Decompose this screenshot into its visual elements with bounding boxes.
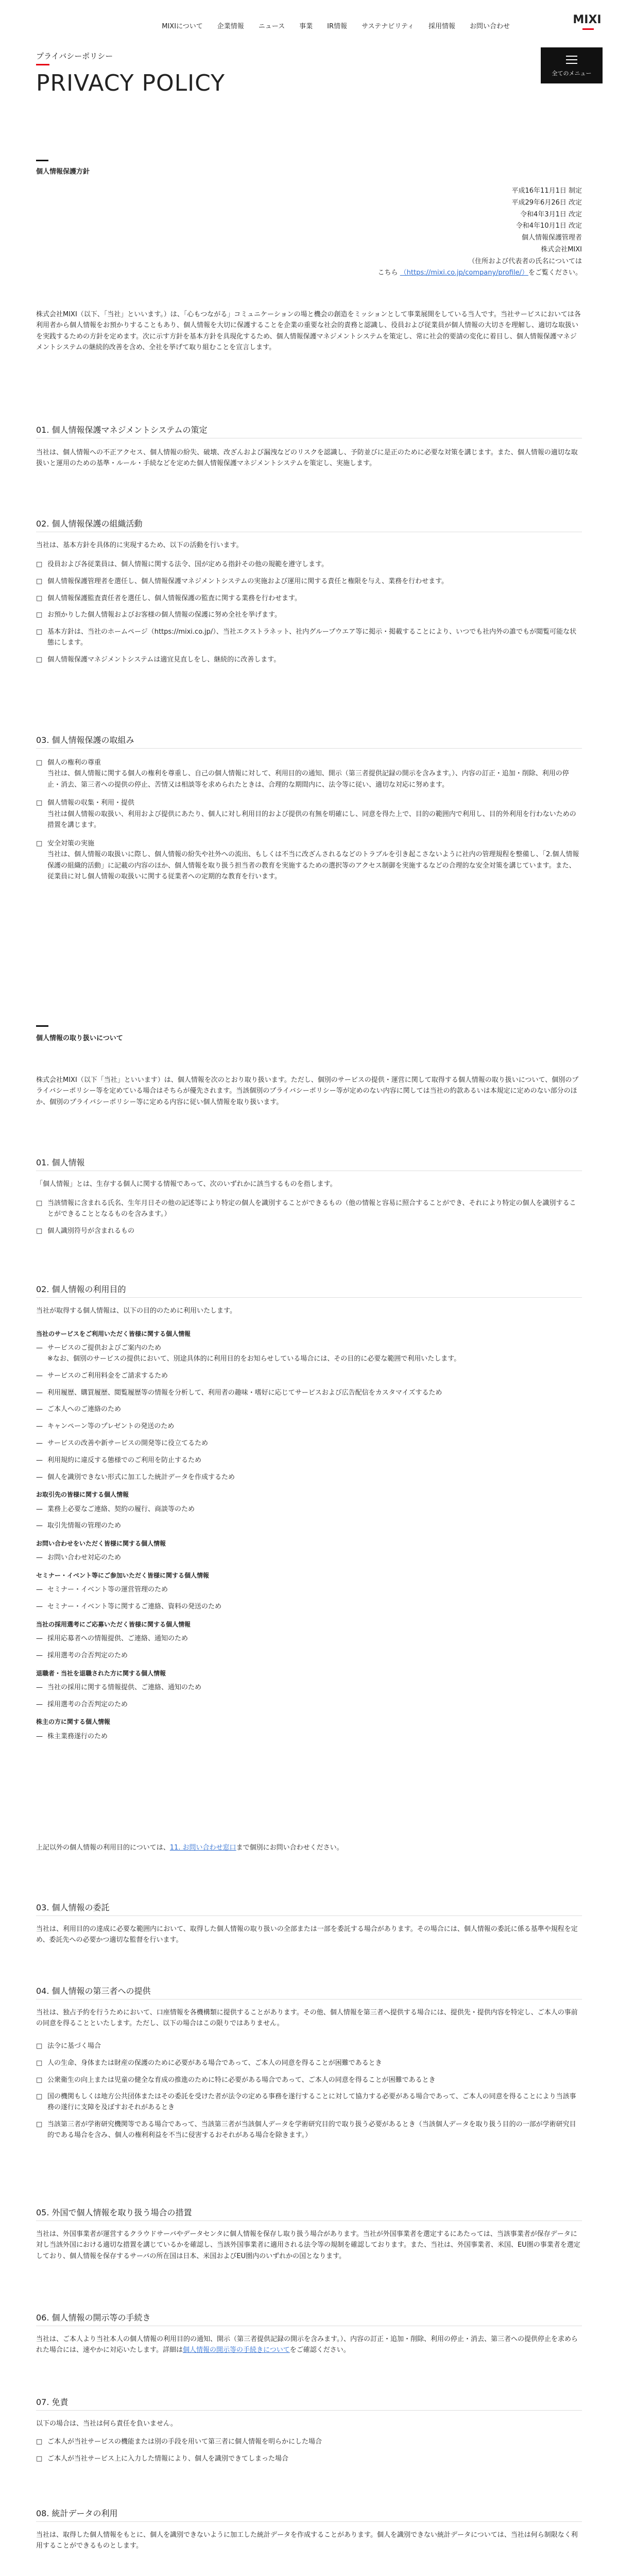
site-header [0, 0, 618, 31]
overseas-body: 当社は、外国事業者が運営するクラウドサーバやデータセンタに個人情報を保存し取り扱う場合があります。当社が外国事業者を選定するにあたっては、当該事業者が保存データに対し当該外国における適切な措置を講じているかを確認し、当該外国事業者に適用される法令等の規制を確認しております。また、当社は、外国事業者、米国、EU圏の事業者を選定しており、個人情報を保存するサーバの所在国は日本、米国およびEU圏内のいずれかの国となります。 [36, 2230, 580, 2260]
nav-item-recruit[interactable]: 採用情報 [428, 23, 455, 30]
list-item: — 利用規約に違反する態様でのご利用を防止するため [36, 1455, 582, 1466]
effort-title: □ 安全対策の実施 [36, 838, 582, 849]
meta-line: 平成16年11月1日 制定 [511, 187, 582, 195]
nav-item-company[interactable]: 企業情報 [217, 23, 244, 30]
org-activity-lead: 当社は、基本方針を具体的に実現するため、以下の活動を行います。 [36, 541, 243, 549]
disclaimer-lead: 以下の場合は、当社は何ら責任を負いません。 [36, 2420, 177, 2428]
list-item: — キャンペーン等のプレゼントの発送のため [36, 1421, 582, 1432]
purpose-lead: 当社が取得する個人情報は、以下の目的のために利用いたします。 [36, 1307, 236, 1315]
heading-efforts: 03. 個人情報保護の取組み [36, 735, 134, 745]
global-nav [162, 21, 510, 30]
nav-item-business[interactable]: 事業 [299, 23, 313, 30]
group-list [36, 1732, 582, 1742]
body-text: 当社は、ご本人より当社本人の個人情報の利用目的の通知、開示（第三者提供記録の開示を含みます。）、内容の訂正・追加・削除、利用の停止・消去、第三者への提供停止を求められた場合には、速やかに対応いたします。詳細は [36, 2335, 578, 2354]
divider [36, 748, 582, 749]
efforts-list [36, 757, 582, 889]
list-item: □ 役員および各従業員は、個人情報に関する法令、国が定める指針その他の規範を遵守します。 [36, 560, 582, 570]
list-item: □ 当該情報に含まれる氏名、生年月日その他の記述等により特定の個人を識別することができるもの（他の情報と容易に照合することができ、それにより特定の個人を識別することができることとなるものを含みます。） [36, 1198, 582, 1220]
meta-line: 株式会社MIXI [541, 245, 582, 253]
group-title: 株主の方に関する個人情報 [36, 1718, 111, 1726]
org-activity-list [36, 560, 582, 672]
list-item: — サービスの改善や新サービスの開発等に役立てるため [36, 1438, 582, 1449]
heading-third-party: 04. 個人情報の第三者への提供 [36, 1986, 151, 1996]
page-title: PRIVACY POLICY [36, 70, 225, 96]
heading-org-activity: 02. 個人情報保護の組織活動 [36, 519, 143, 529]
third-party-list [36, 2041, 582, 2147]
group-title: セミナー・イベント等にご参加いただく皆様に関する個人情報 [36, 1572, 210, 1580]
list-item: □ お預かりした個人情報およびお客様の個人情報の保護に努め全社を挙げます。 [36, 610, 582, 621]
group-title: 当社のサービスをご利用いただく皆様に関する個人情報 [36, 1330, 191, 1337]
heading-disclaimer: 07. 免責 [36, 2397, 68, 2407]
group-title: 退職者・当社を退職された方に関する個人情報 [36, 1669, 166, 1677]
list-item: □ 個人識別符号が含まれるもの [36, 1226, 582, 1237]
list-item: □ 個人情報保護監査責任者を選任し、個人情報保護の監査に関する業務を行わせます。 [36, 594, 582, 604]
list-item: □ 国の機関もしくは地方公共団体またはその委託を受けた者が法令の定める事務を遂行することに対して協力する必要がある場合であって、ご本人の同意を得ることにより当該事務の遂行に支障を及ぼすおそれがあるとき [36, 2092, 582, 2113]
heading-entrust: 03. 個人情報の委託 [36, 1903, 110, 1912]
policy-intro: 株式会社MIXI（以下、「当社」といいます。）は、「心もつながる」コミュニケーションの場と機会の創造をミッションとして事業展開をしている当人です。当社サービスにおいては各利用者から個人情報をお預かりすることもあり、個人情報を大切に保護することを企業の重要な社会的責務と認識し、役員および従業員が個人情報の大切さを理解し、適切な取扱いを実践するための方針を定めます。次に示す方針を基本方針を具現化するため、個人情報保護マネジメントシステムを策定し、常に社会的要請の変化に着目し、個人情報保護マネジメントシステムの継続的改善を含め、全社を挙げて取り組むことを宣言します。 [36, 311, 581, 352]
meta-text: をご覧ください。 [528, 269, 582, 277]
policy-meta [378, 185, 582, 279]
purpose-footer [36, 1842, 582, 1853]
list-item: — セミナー・イベント等に関するご連絡、資料の発送のため [36, 1602, 582, 1613]
heading-overseas: 05. 外国で個人情報を取り扱う場合の措置 [36, 2208, 192, 2217]
disclaimer-list [36, 2437, 582, 2471]
subtitle-accent [36, 64, 49, 65]
meta-line: 平成29年6月26日 改定 [511, 198, 582, 207]
list-item: — お問い合わせ対応のため [36, 1553, 582, 1564]
list-item: — 個人を識別できない形式に加工した統計データを作成するため [36, 1472, 582, 1483]
body-text: をご確認ください。 [289, 2346, 350, 2354]
list-item: □ 人の生命、身体または財産の保護のために必要がある場合であって、ご本人の同意を得ることが困難であるとき [36, 2058, 582, 2069]
list-item: □ ご本人が当社サービスの機能または別の手段を用いて第三者に個人情報を明らかにした場合 [36, 2437, 582, 2448]
company-profile-link[interactable]: （https://mixi.co.jp/company/profile/） [400, 269, 528, 277]
section-heading-policy: 個人情報保護方針 [36, 168, 90, 176]
mixi-logo[interactable]: MIXI [573, 13, 602, 26]
pms-body: 当社は、個人情報への不正アクセス、個人情報の紛失、破壊、改ざんおよび漏洩などのリスクを認識し、予防並びに是正のために必要な対策を講じます。また、個人情報の適切な取扱いと運用のための基準・ルール・手続などを定めた個人情報保護マネジメントシステムを策定し、実施します。 [36, 449, 578, 468]
group-title: お取引先の皆様に関する個人情報 [36, 1491, 129, 1499]
all-menu-button[interactable] [541, 47, 603, 83]
logo-accent [582, 28, 594, 30]
entrust-body: 当社は、利用目的の達成に必要な範囲内において、取得した個人情報の取り扱いの全部または一部を委託する場合があります。その場合には、個人情報の委託に係る基準や規程を定め、委託先への必要かつ適切な監督を行います。 [36, 1925, 578, 1944]
third-party-lead: 当社は、独占予約を行うためにおいて、口座情報を各機構類に提供することがあります。その他、個人情報を第三者へ提供する場合には、提供先・提供内容を特定し、ご本人の事前の同意を得ることといたします。ただし、以下の場合はこの限りではありません。 [36, 2009, 578, 2028]
group-title: 当社の採用選考にご応募いただく皆様に関する個人情報 [36, 1620, 191, 1628]
section-marker [36, 160, 48, 161]
divider [36, 1297, 582, 1298]
disclosure-procedure-link[interactable]: 個人情報の開示等の手続きについて [182, 2346, 290, 2354]
heading-pms: 01. 個人情報保護マネジメントシステムの策定 [36, 425, 208, 435]
list-item: — 取引先情報の管理のため [36, 1521, 582, 1532]
nav-item-news[interactable]: ニュース [258, 23, 285, 30]
group-list [36, 1634, 582, 1662]
group-list [36, 1585, 582, 1613]
nav-item-contact[interactable]: お問い合わせ [469, 23, 510, 30]
list-item: — セミナー・イベント等の運営管理のため [36, 1585, 582, 1596]
divider [36, 2410, 582, 2411]
meta-text: こちら [377, 269, 400, 277]
group-list [36, 1343, 582, 1483]
meta-line: 令和4年3月1日 改定 [520, 210, 582, 218]
list-item: — 業務上必要なご連絡、契約の履行、商談等のため [36, 1504, 582, 1515]
group-list [36, 1504, 582, 1532]
heading-personal-info: 01. 個人情報 [36, 1158, 85, 1167]
effort-body: 当社は、個人情報の取扱いに際し、個人情報の紛失や社外への流出、もしくは不当に改ざんされるなどのトラブルを引き起こさないように社内の管理規程を整備し、「2.個人情報保護の組織的活動」に記載の内容のほか、個人情報を取り扱う担当者の教育を実施するための選択等のアクセス制御を実施するなどの合理的な安全対策を講じています。また、従業員に対し個人情報の取扱いに関する従業者への定期的な教育を行います。 [47, 851, 579, 880]
footer-text: 上記以外の個人情報の利用目的については、 [36, 1844, 170, 1852]
effort-title: □ 個人情報の収集・利用・提供 [36, 798, 582, 808]
hamburger-icon [566, 56, 577, 66]
meta-contact-line [378, 267, 582, 279]
personal-info-list [36, 1198, 582, 1243]
nav-item-ir[interactable]: IR情報 [327, 23, 348, 30]
divider [36, 2521, 582, 2522]
effort-body: 当社は個人情報の取扱い、利用および提供にあたり、個人に対し利用目的および提供の有無を明確にし、同意を得た上で、目的の範囲内で利用し、目的外利用を行わないための措置を講じます。 [47, 810, 576, 829]
footer-text: まで個別にお問い合わせください。 [236, 1844, 344, 1852]
purpose-groups [36, 1322, 582, 1748]
list-item: — 利用履歴、購買履歴、閲覧履歴等の情報を分析して、利用者の趣味・嗜好に応じてサービスおよび広告配信をカスタマイズするため [36, 1388, 582, 1399]
meta-contact: （住所および代表者の氏名については [468, 257, 582, 265]
heading-purpose: 02. 個人情報の利用目的 [36, 1284, 126, 1294]
statistics-body: 当社は、取得した個人情報をもとに、個人を識別できないように加工した統計データを作成することがあります。個人を識別できない統計データについては、当社は何ら制限なく利用することができるものとします。 [36, 2531, 578, 2550]
list-item: — ご本人へのご連絡のため [36, 1404, 582, 1415]
effort-title: □ 個人の権利の尊重 [36, 757, 582, 768]
list-item: — サービスのご提供およびご案内のため ※なお、個別のサービスの提供において、別途具体的に利用目的をお知らせしている場合には、その目的に必要な範囲で利用いたします。 [36, 1343, 582, 1365]
personal-info-lead: 「個人情報」とは、生存する個人に関する情報であって、次のいずれかに該当するものを指します。 [36, 1180, 337, 1188]
contact-window-link[interactable]: 11. お問い合わせ窓口 [169, 1844, 236, 1852]
group-list [36, 1683, 582, 1710]
nav-item-sustainability[interactable]: サステナビリティ [362, 23, 414, 30]
heading-disclosure: 06. 個人情報の開示等の手続き [36, 2313, 151, 2323]
handling-intro: 株式会社MIXI（以下「当社」といいます）は、個人情報を次のとおり取り扱います。ただし、個別のサービスの提供・運営に関して取得する個人情報の取り扱いについて、個別のプライバシーポリシー等を定めている場合はそちらが優先されます。当該個別のプライバシーポリシー等が定めのない内容に関しては当社の約款あるいは本規定に定めのない部分のほか、個別のプライバシーポリシー等に定める内容に従い個人情報を取り扱います。 [36, 1076, 579, 1106]
list-item: □ ご本人が当社サービス上に入力した情報により、個人を識別できてしまった場合 [36, 2454, 582, 2465]
disclosure-body [36, 2334, 582, 2356]
nav-item-about[interactable]: MIXIについて [162, 23, 203, 30]
list-item: □ 公衆衛生の向上または児童の健全な育成の推進のために特に必要がある場合であって、ご本人の同意を得ることが困難であるとき [36, 2075, 582, 2086]
meta-line: 令和4年10月1日 改定 [516, 222, 582, 230]
list-item: □ 法令に基づく場合 [36, 2041, 582, 2052]
list-item: — 採用選考の合否判定のため [36, 1651, 582, 1662]
list-item: — 採用選考の合否判定のため [36, 1700, 582, 1710]
list-item: — 株主業務遂行のため [36, 1732, 582, 1742]
group-list [36, 1553, 582, 1564]
section-marker [36, 1025, 48, 1027]
list-item: — 当社の採用に関する情報提供、ご連絡、通知のため [36, 1683, 582, 1693]
list-item: □ 当該第三者が学術研究機関等である場合であって、当該第三者が当該個人データを学術研究目的で取り扱う必要があるとき（当該個人データを取り扱う目的の一部が学術研究目的である場合を含み、個人の権利利益を不当に侵害するおそれがある場合を除きます。） [36, 2120, 582, 2141]
page-subtitle: プライバシーポリシー [36, 52, 113, 61]
group-title: お問い合わせをいただく皆様に関する個人情報 [36, 1540, 166, 1548]
list-item: — サービスのご利用料金をご請求するため [36, 1371, 582, 1382]
meta-line: 個人情報保護管理者 [521, 234, 582, 242]
all-menu-label: 全てのメニュー [552, 70, 592, 77]
list-item: □ 個人情報保護マネジメントシステムは適宜見直しをし、継続的に改善します。 [36, 655, 582, 666]
list-item: □ 個人情報保護管理者を選任し、個人情報保護マネジメントシステムの実施および運用に関する責任と権限を与え、業務を行わせます。 [36, 577, 582, 587]
list-item: — 採用応募者への情報提供、ご連絡、通知のため [36, 1634, 582, 1645]
heading-statistics: 08. 統計データの利用 [36, 2509, 118, 2518]
effort-body: 当社は、個人情報に関する個人の権利を尊重し、自己の個人情報に対して、利用目的の通知、開示（第三者提供記録の開示を含みます。）、内容の訂正・追加・削除、利用の停止・消去、第三者への提供の停止、苦情又は相談等を求められたときは、合理的な期間内に、法令等に従い、適切な対応に努めます。 [47, 770, 569, 789]
section-heading-handling: 個人情報の取り扱いについて [36, 1035, 123, 1042]
list-item: □ 基本方針は、当社のホームページ（https://mixi.co.jp/）、当社エクストラネット、社内グループウエア等に掲示・掲載することにより、いつでも社内外の誰でもが閲覧可能な状態にします。 [36, 627, 582, 649]
